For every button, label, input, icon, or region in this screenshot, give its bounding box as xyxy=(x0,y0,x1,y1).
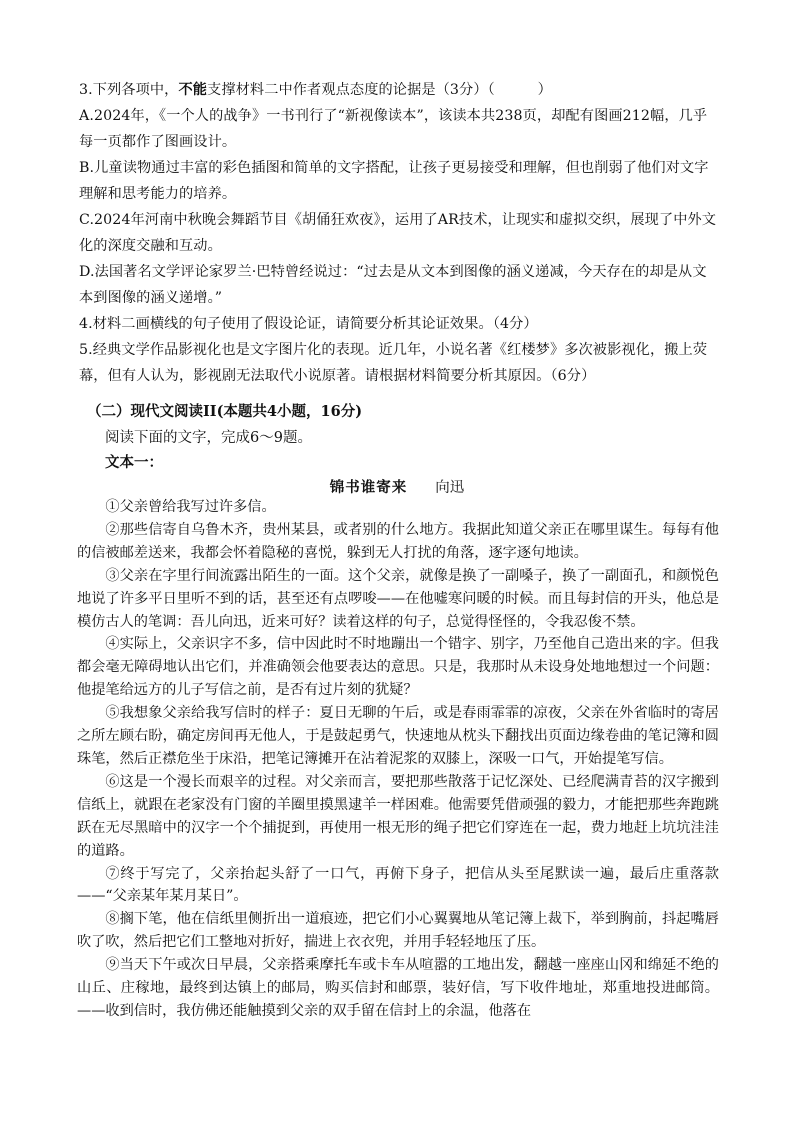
option-d: D.法国著名文学评论家罗兰·巴特曾经说过：“过去是从文本到图像的涵义递减，今天存在的却是从文本到图像的涵义递增。” xyxy=(79,264,707,306)
paragraph-7: ⑦终于写完了，父亲抬起头舒了一口气，再俯下身子，把信从头至尾默读一遍，最后庄重落款——“父亲某年某月某日”。 xyxy=(77,865,719,905)
paragraph-4: ④实际上，父亲识字不多，信中因此时不时地蹦出一个错字、别字，乃至他自己造出来的字。但我都会毫无障碍地认出它们，并准确领会他要表达的意思。只是，我那时从未设身处地地想过一个问题：他提笔给远方的儿子写信之前，是否有过片刻的犹疑？ xyxy=(77,636,719,699)
paragraph-6: ⑥这是一个漫长而艰辛的过程。对父亲而言，要把那些散落于记忆深处、已经爬满青苔的汉字搬到信纸上，就跟在老家没有门窗的羊圈里摸黑逮羊一样困难。他需要凭借顽强的毅力，才能把那些奔跑跳跃在无尽黑暗中的汉字一个个捕捉到，再使用一根无形的绳子把它们穿连在一起，费力地赶上坑坑洼洼的道路。 xyxy=(77,773,719,859)
paragraph-5: ⑤我想象父亲给我写信时的样子：夏日无聊的午后，或是春雨霏霏的凉夜，父亲在外省临时的寄居之所左顾右盼，确定房间再无他人，于是鼓起勇气，快速地从枕头下翻找出页面边缘卷曲的笔记簿和圆珠笔，然后正襟危坐于床沿，把笔记簿摊开在沾着泥浆的双膝上，深吸一口气，开始提笔写信。 xyxy=(77,705,719,767)
question-5: 5.经典文学作品影视化也是文字图片化的表现。近几年，小说名著《红楼梦》多次被影视化，搬上荧幕，但有人认为，影视剧无法取代小说原著。请根据材料简要分析其原因。（6分） xyxy=(79,342,708,384)
section-heading: （二）现代文阅读II(本题共4小题，16分) xyxy=(87,403,363,420)
article-body xyxy=(77,496,719,1023)
paragraph-1: ①父亲曾给我写过许多信。 xyxy=(105,499,276,515)
question-4: 4.材料二画横线的句子使用了假设论证，请简要分析其论证效果。（4分） xyxy=(79,316,538,332)
option-c: C.2024年河南中秋晚会舞蹈节目《胡俑狂欢夜》，运用了AR技术，让现实和虚拟交织，展现了中外文化的深度交融和互动。 xyxy=(79,212,717,254)
paragraph-3: ③父亲在字里行间流露出陌生的一面。这个父亲，就像是换了一副嗓子，换了一副面孔，和颜悦色地说了许多平日里听不到的话，甚至还有点啰唆——在他嘘寒问暖的时候。而且每封信的开头，他总是模仿古人的笔调：吾儿向迅，近来可好？读着这样的句子，总觉得怪怪的，令我忍俊不禁。 xyxy=(77,567,719,630)
question-3-emphasis: 不能 xyxy=(178,82,208,98)
paragraph-2: ②那些信寄自乌鲁木齐，贵州某县，或者别的什么地方。我据此知道父亲正在哪里谋生。每每有他的信被邮差送来，我都会怀着隐秘的喜悦，躲到无人打扰的角落，逐字逐句地读。 xyxy=(77,521,719,561)
text-one-label: 文本一： xyxy=(105,454,163,471)
question-3-prefix: 3.下列各项中， xyxy=(79,82,179,98)
question-3-suffix: 支撑材料二中作者观点态度的论据是（3分）（ ） xyxy=(207,82,552,98)
question-3 xyxy=(79,77,719,103)
article-title: 锦书谁寄来 xyxy=(329,479,408,496)
article-title-line xyxy=(0,476,794,497)
article-author: 向迅 xyxy=(435,480,465,496)
option-b: B.儿童读物通过丰富的彩色插图和简单的文字搭配，让孩子更易接受和理解，但也削弱了他们对文字理解和思考能力的培养。 xyxy=(79,160,709,202)
paragraph-9: ⑨当天下午或次日早晨，父亲搭乘摩托车或卡车从喧嚣的工地出发，翻越一座座山冈和绵延不绝的山丘、庄稼地，最终到达镇上的邮局，购买信封和邮票，装好信，写下收件地址，郑重地投进邮筒。——收到信时，我仿佛还能触摸到父亲的双手留在信封上的余温，他落在 xyxy=(77,957,719,1019)
section-instruction: 阅读下面的文字，完成6～9题。 xyxy=(105,430,312,446)
paragraph-8: ⑧搁下笔，他在信纸里侧折出一道痕迹，把它们小心翼翼地从笔记簿上裁下，举到胸前，抖起嘴唇吹了吹，然后把它们工整地对折好，揣进上衣衣兜，并用手轻轻地压了压。 xyxy=(77,911,719,951)
option-a: A.2024年，《一个人的战争》一书刊行了“新视像读本”，该读本共238页，却配有图画212幅，几乎每一页都作了图画设计。 xyxy=(79,108,708,150)
